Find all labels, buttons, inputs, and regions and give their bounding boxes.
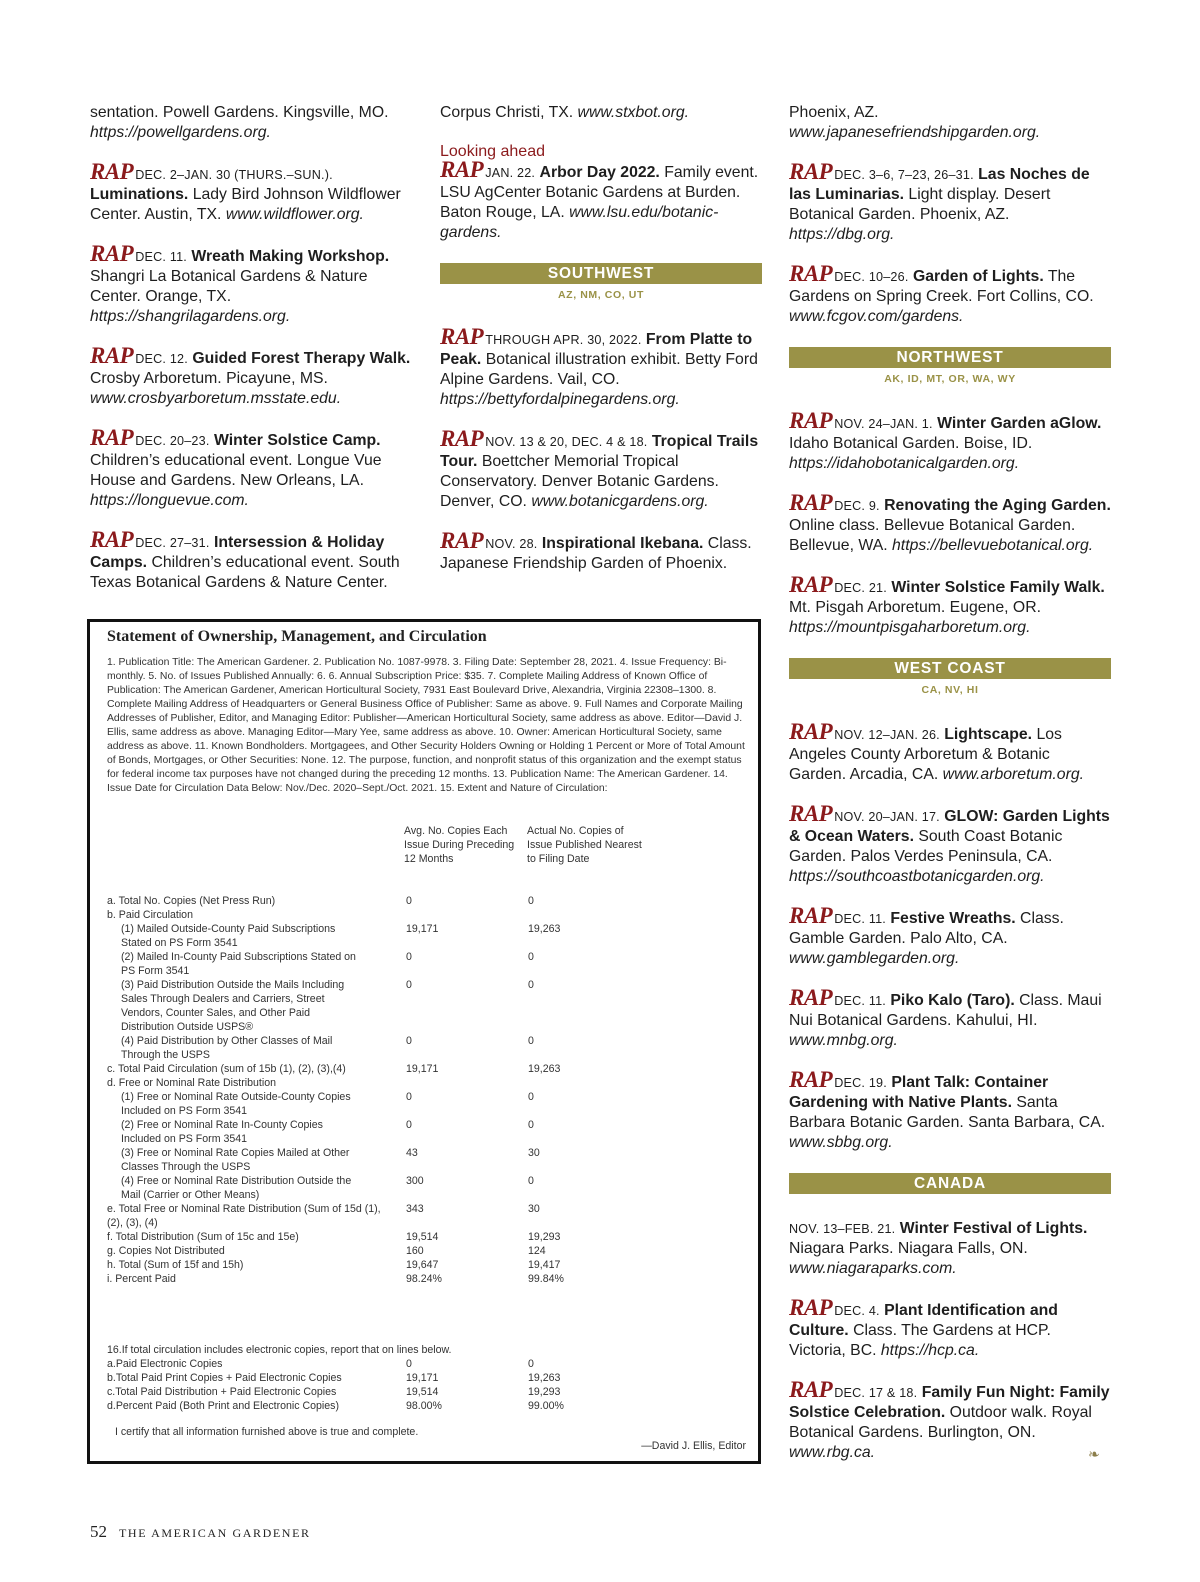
- event-date: NOV. 13–FEB. 21.: [789, 1222, 896, 1236]
- row-value-average: 98.00%: [406, 1400, 442, 1412]
- magazine-name: THE AMERICAN GARDENER: [119, 1526, 311, 1540]
- electronic-copies-table: [107, 1343, 747, 1413]
- event-listing: [440, 528, 762, 574]
- row-label: f. Total Distribution (Sum of 15c and 15e): [107, 1231, 299, 1243]
- event-listing: [440, 103, 762, 123]
- event-listing: [789, 801, 1111, 887]
- row-label: a.Paid Electronic Copies: [107, 1358, 223, 1370]
- row-label: c.Total Paid Distribution + Paid Electronic Copies: [107, 1386, 337, 1398]
- region-header: [789, 658, 1111, 698]
- rap-badge: RAP: [789, 801, 833, 826]
- event-url: https://southcoastbotanicgarden.org.: [789, 868, 1045, 885]
- region-name: NORTHWEST: [789, 347, 1111, 368]
- event-url: https://bellevuebotanical.org.: [892, 537, 1094, 554]
- row-value-average: 0: [406, 951, 412, 963]
- rap-badge: RAP: [789, 159, 833, 184]
- event-url: https://shangrilagardens.org.: [90, 308, 291, 325]
- row-value-actual: 0: [528, 1175, 534, 1187]
- row-value-actual: 0: [528, 1119, 534, 1131]
- event-listing: [789, 261, 1111, 327]
- event-url: www.rbg.ca.: [789, 1444, 876, 1461]
- row-value-average: 98.24%: [406, 1273, 442, 1285]
- row-label: (2) Free or Nominal Rate In-County Copies Included on PS Form 3541: [121, 1119, 323, 1145]
- row-value-actual: 0: [528, 1091, 534, 1103]
- row-value-average: 0: [406, 1119, 412, 1131]
- row-value-average: 0: [406, 1035, 412, 1047]
- event-description: Mt. Pisgah Arboretum. Eugene, OR.: [789, 599, 1041, 616]
- column-header-actual: Actual No. Copies of Issue Published Nearest to Filing Date: [527, 825, 642, 865]
- circulation-row: [107, 1230, 747, 1244]
- row-value-average: 43: [406, 1147, 418, 1159]
- event-title: Piko Kalo (Taro).: [890, 992, 1015, 1009]
- row-label: g. Copies Not Distributed: [107, 1245, 225, 1257]
- region-name: CANADA: [789, 1173, 1111, 1194]
- event-description: Phoenix, AZ.: [789, 104, 879, 121]
- event-listing: [90, 241, 412, 327]
- row-label: (4) Paid Distribution by Other Classes of Mail Through the USPS: [121, 1035, 333, 1061]
- page-number: 52: [90, 1522, 107, 1541]
- event-listing: [90, 527, 412, 593]
- event-description: Class. Japanese Friendship Garden of Phoenix.: [440, 535, 752, 572]
- column-header-average: Avg. No. Copies Each Issue During Preceding 12 Months: [404, 825, 515, 865]
- leaf-ornament-icon: ❧: [1088, 1446, 1100, 1462]
- event-title: Plant Talk: Container Gardening with Native Plants.: [789, 1074, 1049, 1111]
- row-value-actual: 0: [528, 1035, 534, 1047]
- row-value-actual: 19,293: [528, 1231, 561, 1243]
- rap-badge: RAP: [440, 324, 484, 349]
- event-url: www.japanesefriendshipgarden.org.: [789, 124, 1041, 141]
- event-title: Inspirational Ikebana.: [541, 535, 704, 552]
- event-url: https://bettyfordalpinegardens.org.: [440, 391, 680, 408]
- event-description: Children’s educational event. Longue Vue House and Gardens. New Orleans, LA.: [90, 452, 382, 489]
- event-url: www.mnbg.org.: [789, 1032, 898, 1049]
- event-listing: [789, 985, 1111, 1051]
- circulation-row: [107, 1076, 747, 1090]
- region-header: [789, 1173, 1111, 1194]
- rap-badge: RAP: [789, 408, 833, 433]
- row-value-average: 19,171: [406, 923, 439, 935]
- event-date: NOV. 20–JAN. 17.: [834, 810, 940, 824]
- circulation-row: [107, 950, 747, 978]
- row-value-average: 19,647: [406, 1259, 439, 1271]
- event-title: Winter Festival of Lights.: [899, 1220, 1088, 1237]
- event-url: https://mountpisgaharboretum.org.: [789, 619, 1031, 636]
- event-listing: [789, 490, 1111, 556]
- row-value-average: 0: [406, 1358, 412, 1370]
- event-description: sentation. Powell Gardens. Kingsville, MO.: [90, 104, 389, 121]
- rap-badge: RAP: [90, 241, 134, 266]
- rap-badge: RAP: [789, 1377, 833, 1402]
- event-description: Light display. Desert Botanical Garden. Phoenix, AZ.: [789, 186, 1051, 223]
- circulation-row: [107, 1258, 747, 1272]
- event-url: https://hcp.ca.: [880, 1342, 980, 1359]
- row-label: (1) Mailed Outside-County Paid Subscriptions Stated on PS Form 3541: [121, 923, 336, 949]
- event-title: Plant Identification and Culture.: [789, 1302, 1058, 1339]
- row-value-average: 300: [406, 1175, 424, 1187]
- event-date: DEC. 12.: [135, 352, 188, 366]
- event-listing: [789, 903, 1111, 969]
- events-column-3: [789, 103, 1111, 1483]
- rap-badge: RAP: [440, 157, 484, 182]
- event-description: Niagara Parks. Niagara Falls, ON.: [789, 1240, 1028, 1257]
- event-description: Boettcher Memorial Tropical Conservatory. Denver Botanic Gardens. Denver, CO.: [440, 453, 719, 510]
- event-date: DEC. 2–JAN. 30 (THURS.–SUN.).: [135, 168, 333, 182]
- event-url: www.stxbot.org.: [577, 104, 690, 121]
- events-column-1: [90, 103, 412, 613]
- event-date: DEC. 3–6, 7–23, 26–31.: [834, 168, 974, 182]
- event-listing: [90, 159, 412, 225]
- event-description: Lady Bird Johnson Wildflower Center. Austin, TX.: [90, 186, 401, 223]
- rap-badge: RAP: [90, 159, 134, 184]
- event-listing: [90, 425, 412, 511]
- row-value-actual: 124: [528, 1245, 546, 1257]
- event-url: www.fcgov.com/gardens.: [789, 308, 964, 325]
- region-header: [440, 263, 762, 303]
- row-label: (1) Free or Nominal Rate Outside-County Copies Included on PS Form 3541: [121, 1091, 351, 1117]
- row-label: (4) Free or Nominal Rate Distribution Outside the Mail (Carrier or Other Means): [121, 1175, 352, 1201]
- row-value-actual: 19,263: [528, 1063, 561, 1075]
- event-listing: [789, 159, 1111, 245]
- event-date: JAN. 22.: [485, 166, 536, 180]
- row-label: e. Total Free or Nominal Rate Distribution (Sum of 15d (1), (2), (3), (4): [107, 1203, 381, 1229]
- event-listing: [789, 1067, 1111, 1153]
- event-url: https://longuevue.com.: [90, 492, 249, 509]
- rap-badge: RAP: [789, 1067, 833, 1092]
- circulation-row: [107, 1357, 747, 1371]
- looking-ahead-label: Looking ahead: [440, 143, 545, 160]
- row-value-actual: 19,417: [528, 1259, 561, 1271]
- rap-badge: RAP: [789, 985, 833, 1010]
- event-date: DEC. 19.: [834, 1076, 887, 1090]
- events-column-2: [440, 103, 762, 594]
- event-date: THROUGH APR. 30, 2022.: [485, 333, 642, 347]
- event-description: Class. Maui Nui Botanical Gardens. Kahului, HI.: [789, 992, 1102, 1029]
- row-value-average: 19,514: [406, 1231, 439, 1243]
- rap-badge: RAP: [440, 528, 484, 553]
- row-label: c. Total Paid Circulation (sum of 15b (1), (2), (3),(4): [107, 1063, 346, 1075]
- rap-badge: RAP: [90, 425, 134, 450]
- event-listing: [789, 1295, 1111, 1361]
- event-listing: [440, 426, 762, 512]
- row-value-actual: 19,263: [528, 1372, 561, 1384]
- circulation-row: [107, 1146, 747, 1174]
- rap-badge: RAP: [789, 490, 833, 515]
- event-date: DEC. 10–26.: [834, 270, 909, 284]
- row-value-actual: 0: [528, 951, 534, 963]
- row-value-actual: 30: [528, 1203, 540, 1215]
- row-value-average: 19,171: [406, 1372, 439, 1384]
- event-description: Santa Barbara Botanic Garden. Santa Barbara, CA.: [789, 1094, 1106, 1131]
- event-url: www.gamblegarden.org.: [789, 950, 960, 967]
- event-title: Family Fun Night: Family Solstice Celebration.: [789, 1384, 1110, 1421]
- event-description: The Gardens on Spring Creek. Fort Collins, CO.: [789, 268, 1094, 305]
- event-title: Garden of Lights.: [912, 268, 1044, 285]
- event-listing: [789, 1377, 1111, 1463]
- event-description: Outdoor walk. Royal Botanical Gardens. Burlington, ON.: [789, 1404, 1092, 1441]
- event-url: www.niagaraparks.com.: [789, 1260, 957, 1277]
- event-description: Los Angeles County Arboretum & Botanic Garden. Arcadia, CA.: [789, 726, 1062, 783]
- circulation-row: [107, 1272, 747, 1286]
- circulation-row: [107, 1034, 747, 1062]
- circulation-table: [107, 894, 747, 1286]
- event-title: From Platte to Peak.: [440, 331, 753, 368]
- circulation-row: [107, 1062, 747, 1076]
- rap-badge: RAP: [440, 426, 484, 451]
- event-url: www.sbbg.org.: [789, 1134, 893, 1151]
- row-label: i. Percent Paid: [107, 1273, 176, 1285]
- event-date: DEC. 17 & 18.: [834, 1386, 918, 1400]
- event-title: Arbor Day 2022.: [539, 164, 660, 181]
- event-listing: [789, 1219, 1111, 1279]
- event-title: Wreath Making Workshop.: [191, 248, 390, 265]
- event-url: www.crosbyarboretum.msstate.edu.: [90, 390, 342, 407]
- event-listing: [440, 324, 762, 410]
- circulation-row: [107, 1202, 747, 1230]
- rap-badge: RAP: [90, 527, 134, 552]
- row-label: b.Total Paid Print Copies + Paid Electronic Copies: [107, 1372, 342, 1384]
- row-label: d.Percent Paid (Both Print and Electronic Copies): [107, 1400, 340, 1412]
- event-description: Idaho Botanical Garden. Boise, ID.: [789, 435, 1033, 452]
- event-date: DEC. 11.: [135, 250, 187, 264]
- event-date: NOV. 28.: [485, 537, 538, 551]
- circulation-row: [107, 908, 747, 922]
- page-footer: [90, 1522, 311, 1542]
- event-title: Tropical Trails Tour.: [440, 433, 759, 470]
- row-value-actual: 99.84%: [528, 1273, 564, 1285]
- event-title: Lightscape.: [944, 726, 1033, 743]
- event-description: Class. The Gardens at HCP. Victoria, BC.: [789, 1322, 1051, 1359]
- event-title: GLOW: Garden Lights & Ocean Waters.: [789, 808, 1110, 845]
- region-states: AK, ID, MT, OR, WA, WY: [884, 373, 1016, 385]
- row-value-average: 0: [406, 1091, 412, 1103]
- statement-of-ownership-box: [87, 619, 761, 1464]
- event-listing: [789, 408, 1111, 474]
- event-title: Luminations.: [90, 186, 189, 203]
- event-title: Winter Garden aGlow.: [937, 415, 1102, 432]
- event-listing: [789, 719, 1111, 785]
- event-url: https://dbg.org.: [789, 226, 895, 243]
- circulation-row: [107, 922, 747, 950]
- event-description: Class. Gamble Garden. Palo Alto, CA.: [789, 910, 1064, 947]
- event-description: Crosby Arboretum. Picayune, MS.: [90, 370, 328, 387]
- circulation-row: [107, 1244, 747, 1258]
- row-value-actual: 19,263: [528, 923, 561, 935]
- circulation-row: [107, 1399, 747, 1413]
- event-title: Guided Forest Therapy Walk.: [192, 350, 411, 367]
- circulation-row: [107, 894, 747, 908]
- event-date: DEC. 21.: [834, 581, 887, 595]
- event-url: https://idahobotanicalgarden.org.: [789, 455, 1020, 472]
- event-description: Shangri La Botanical Gardens & Nature Center. Orange, TX.: [90, 268, 368, 305]
- row-value-actual: 0: [528, 895, 534, 907]
- row-label: (2) Mailed In-County Paid Subscriptions Stated on PS Form 3541: [121, 951, 356, 977]
- rap-badge: RAP: [789, 572, 833, 597]
- row-label: h. Total (Sum of 15f and 15h): [107, 1259, 244, 1271]
- circulation-row: [107, 1174, 747, 1202]
- circulation-row: [107, 1118, 747, 1146]
- event-listing: [789, 103, 1111, 143]
- row-value-average: 19,514: [406, 1386, 439, 1398]
- row-value-actual: 99.00%: [528, 1400, 564, 1412]
- editor-signature-line: —David J. Ellis, Editor: [641, 1440, 746, 1452]
- event-listing: [440, 143, 762, 243]
- event-date: DEC. 4.: [834, 1304, 880, 1318]
- row-value-actual: 0: [528, 1358, 534, 1370]
- row-value-actual: 30: [528, 1147, 540, 1159]
- statement-title: Statement of Ownership, Management, and Circulation: [107, 628, 487, 645]
- rap-badge: RAP: [789, 1295, 833, 1320]
- event-title: Winter Solstice Camp.: [213, 432, 381, 449]
- row-value-average: 19,171: [406, 1063, 439, 1075]
- region-states: CA, NV, HI: [921, 684, 979, 696]
- event-url: https://powellgardens.org.: [90, 124, 271, 141]
- event-description: South Coast Botanic Garden. Palos Verdes Peninsula, CA.: [789, 828, 1063, 865]
- event-title: Winter Solstice Family Walk.: [891, 579, 1105, 596]
- row-value-average: 343: [406, 1203, 424, 1215]
- event-listing: [90, 103, 412, 143]
- row-value-average: 0: [406, 979, 412, 991]
- event-title: Las Noches de las Luminarias.: [789, 166, 1090, 203]
- event-url: www.arboretum.org.: [942, 766, 1085, 783]
- statement-intro: 1. Publication Title: The American Gardener. 2. Publication No. 1087-9978. 3. Filing Date: September 28, 2021. 4. Issue Frequency: Bi-monthly. 5. No. of Issues Published Annually: 6. 6. Annual Subscription Price: $35. 7. Complete Mailing Address of Known Office of Publication: The American Gardener, American Horticultural Society, 7931 East Boulevard Drive, Alexandria, Virginia 22308–1300. 8. Complete Mailing Address of Headquarters or General Business Office of Publisher: Same as above. 9. Full Names and Corporate Mailing Addresses of Publisher, Editor, and Managing Editor: Publisher—American Horticultural Society, same address as above. Editor—David J. Ellis, same address as above. Managing Editor—Mary Yee, same address as above. 10. Owner: American Horticultural Society, same address as above. 11. Known Bondholders. Mortgagees, and Other Security Holders Owning or Holding 1 Percent or More of Total Amount of Bonds, Mortgages, or Other Securities: None. 12. The purpose, function, and nonprofit status of this organization and the exempt status for federal income tax purposes have not changed during the preceding 12 months. 13. Publication Name: The American Gardener. 14. Issue Date for Circulation Data Below: Nov./Dec. 2020–Sept./Oct. 2021. 15. Extent and Nature of Circulation:: [107, 657, 745, 794]
- event-date: DEC. 11.: [834, 994, 886, 1008]
- event-date: NOV. 12–JAN. 26.: [834, 728, 940, 742]
- region-name: WEST COAST: [789, 658, 1111, 679]
- event-description: Botanical illustration exhibit. Betty Ford Alpine Gardens. Vail, CO.: [440, 351, 758, 388]
- event-description: Online class. Bellevue Botanical Garden. Bellevue, WA.: [789, 517, 1076, 554]
- row-label: (3) Free or Nominal Rate Copies Mailed at Other Classes Through the USPS: [121, 1147, 350, 1173]
- event-date: NOV. 13 & 20, DEC. 4 & 18.: [485, 435, 648, 449]
- row-value-average: 160: [406, 1245, 424, 1257]
- rap-badge: RAP: [789, 719, 833, 744]
- event-date: NOV. 24–JAN. 1.: [834, 417, 933, 431]
- rap-badge: RAP: [90, 343, 134, 368]
- region-states: AZ, NM, CO, UT: [558, 289, 644, 301]
- event-url: www.wildflower.org.: [225, 206, 364, 223]
- event-title: Intersession & Holiday Camps.: [90, 534, 385, 571]
- row-label: b. Paid Circulation: [107, 909, 193, 921]
- region-header: [789, 347, 1111, 387]
- row-label: 16.If total circulation includes electronic copies, report that on lines below.: [107, 1344, 452, 1356]
- event-date: DEC. 9.: [834, 499, 880, 513]
- circulation-row: [107, 1090, 747, 1118]
- row-label: d. Free or Nominal Rate Distribution: [107, 1077, 276, 1089]
- row-value-average: 0: [406, 895, 412, 907]
- certification-text: I certify that all information furnished above is true and complete.: [115, 1426, 419, 1438]
- event-date: DEC. 11.: [834, 912, 886, 926]
- event-description: Corpus Christi, TX.: [440, 104, 578, 121]
- row-label: (3) Paid Distribution Outside the Mails Including Sales Through Dealers and Carriers, Street Vendors, Counter Sales, and Other Paid Distribution Outside USPS®: [121, 979, 345, 1033]
- event-date: DEC. 20–23.: [135, 434, 210, 448]
- event-url: www.lsu.edu/botanic-gardens.: [440, 204, 719, 241]
- circulation-row: [107, 1343, 747, 1357]
- event-title: Festive Wreaths.: [890, 910, 1016, 927]
- row-value-actual: 19,293: [528, 1386, 561, 1398]
- event-url: www.botanicgardens.org.: [531, 493, 709, 510]
- rap-badge: RAP: [789, 903, 833, 928]
- circulation-row: [107, 1371, 747, 1385]
- event-title: Renovating the Aging Garden.: [884, 497, 1111, 514]
- rap-badge: RAP: [789, 261, 833, 286]
- circulation-row: [107, 1385, 747, 1399]
- event-listing: [90, 343, 412, 409]
- event-date: DEC. 27–31.: [135, 536, 210, 550]
- region-name: SOUTHWEST: [440, 263, 762, 284]
- event-description: Family event. LSU AgCenter Botanic Gardens at Burden. Baton Rouge, LA.: [440, 164, 759, 221]
- row-label: a. Total No. Copies (Net Press Run): [107, 895, 276, 907]
- circulation-row: [107, 978, 747, 1034]
- row-value-actual: 0: [528, 979, 534, 991]
- event-listing: [789, 572, 1111, 638]
- event-description: Children’s educational event. South Texas Botanical Gardens & Nature Center.: [90, 554, 400, 591]
